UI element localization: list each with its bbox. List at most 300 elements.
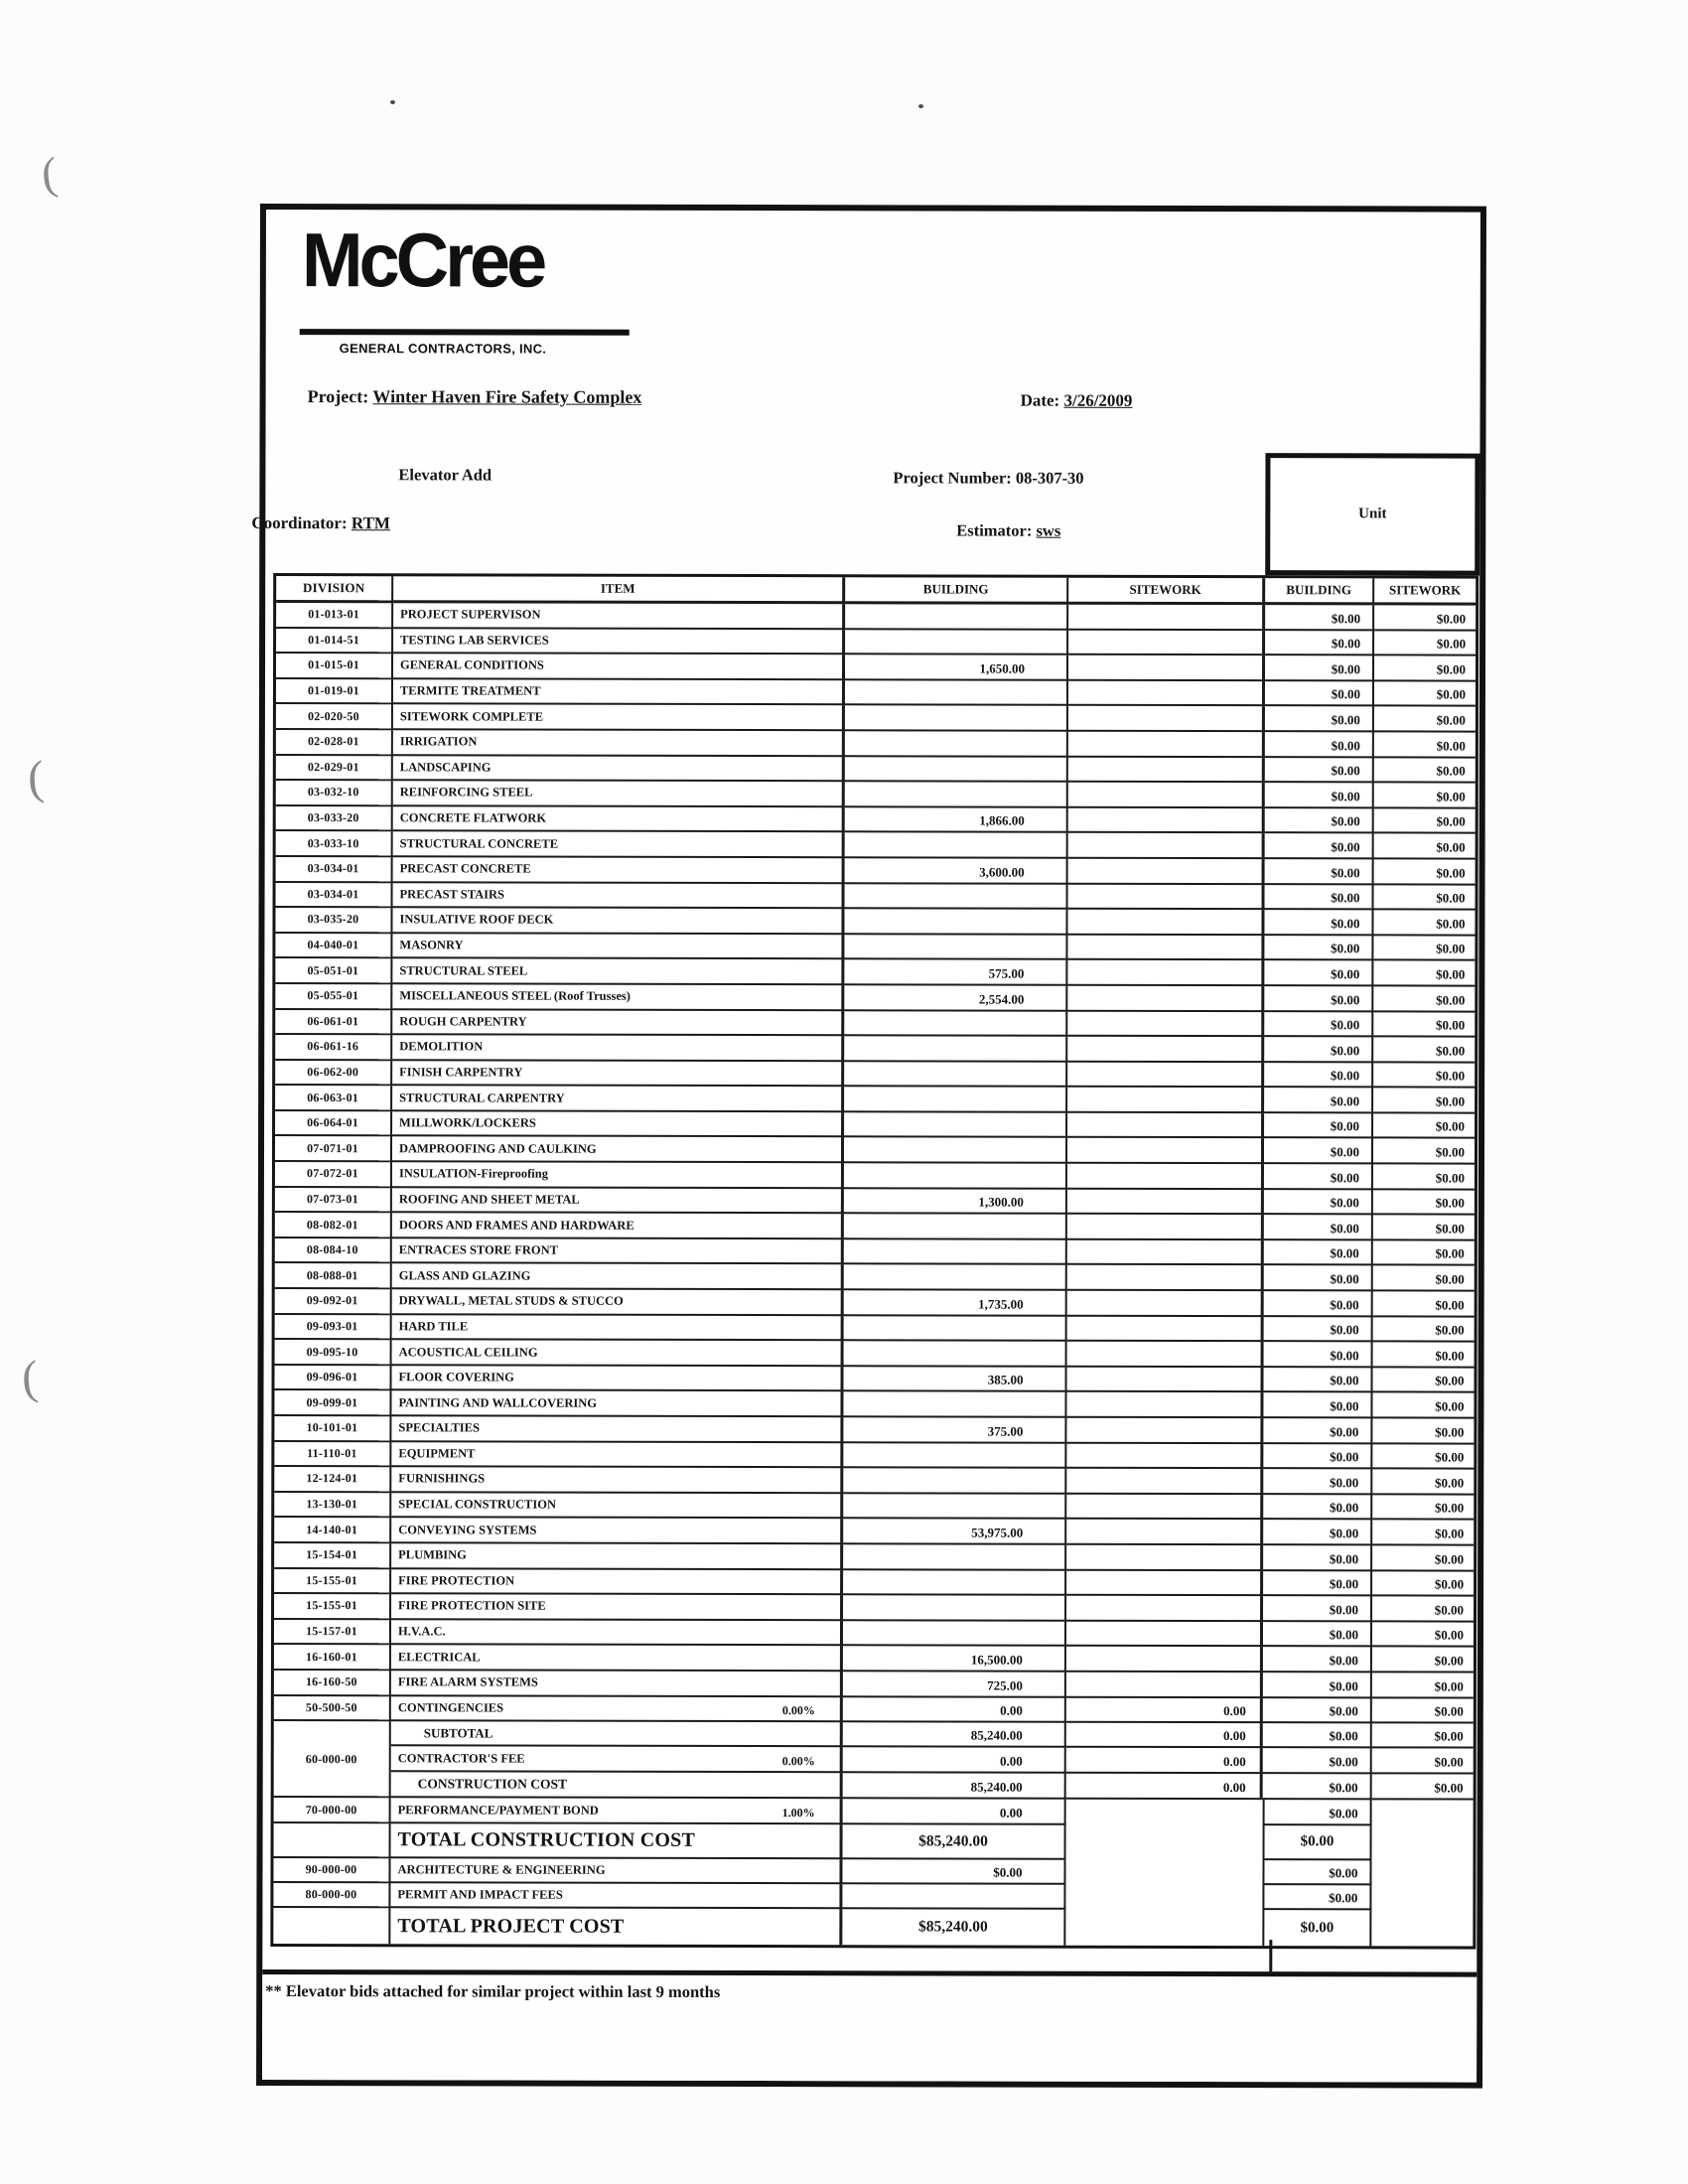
item-cell — [391, 1646, 843, 1673]
unit-building-cell: $0.00 — [1264, 936, 1373, 961]
item-cell — [391, 1493, 843, 1520]
item-label: DOORS AND FRAMES AND HARDWARE — [398, 1217, 634, 1233]
item-cell — [393, 832, 845, 859]
unit-building-cell: $0.00 — [1263, 1748, 1372, 1774]
unit-building-cell: $0.00 — [1265, 655, 1374, 681]
building-cost-cell — [845, 884, 1068, 910]
item-cell — [391, 1543, 843, 1570]
item-cell — [392, 1315, 844, 1342]
division-cell: 05-055-01 — [275, 984, 392, 1010]
sitework-cost-cell — [1067, 1164, 1264, 1190]
division-cell: 03-034-01 — [276, 883, 393, 909]
sitework-cost-cell: 0.00 — [1066, 1748, 1263, 1774]
division-cell: 13-130-01 — [274, 1493, 391, 1519]
item-cell — [391, 1746, 843, 1773]
table-row — [275, 1213, 1475, 1240]
unit-building-cell: $0.00 — [1264, 1215, 1373, 1240]
division-cell: 09-093-01 — [275, 1315, 392, 1341]
item-label: ENTRACES STORE FRONT — [398, 1242, 559, 1257]
table-row — [276, 806, 1476, 834]
sitework-cost-cell — [1066, 1570, 1263, 1596]
table-row — [274, 1645, 1474, 1673]
date-value: 3/26/2009 — [1063, 390, 1133, 410]
item-cell — [393, 603, 845, 630]
table-row — [274, 1467, 1474, 1495]
item-label: SPECIAL CONSTRUCTION — [398, 1497, 556, 1512]
scan-artifact-paren: ( — [20, 1351, 40, 1405]
unit-building-cell: $0.00 — [1264, 1190, 1373, 1216]
table-row — [274, 1416, 1474, 1444]
table-row — [275, 1315, 1475, 1343]
table-row — [275, 1162, 1475, 1190]
item-cell — [393, 730, 845, 757]
table-row — [275, 1035, 1475, 1063]
unit-sitework-cell: $0.00 — [1373, 1037, 1475, 1063]
item-label: GLASS AND GLAZING — [398, 1268, 531, 1283]
item-cell — [391, 1671, 843, 1697]
unit-building-cell: $0.00 — [1263, 1723, 1372, 1748]
table-row — [275, 1086, 1475, 1113]
table-row — [276, 831, 1476, 859]
building-cost-cell — [843, 1443, 1066, 1469]
table-row — [275, 1188, 1475, 1216]
table-row — [274, 1671, 1474, 1698]
coordinator-value: RTM — [351, 513, 391, 533]
unit-sitework-cell — [1371, 1910, 1473, 1946]
unit-sitework-cell: $0.00 — [1374, 732, 1476, 758]
item-cell — [393, 654, 845, 680]
item-cell — [393, 806, 845, 833]
company-logo: McCree — [301, 217, 544, 304]
footnote-section — [262, 1969, 1477, 2083]
item-label: SPECIALTIES — [398, 1420, 480, 1435]
sitework-cost-cell — [1066, 1520, 1263, 1545]
unit-sitework-cell: $0.00 — [1373, 1139, 1475, 1165]
unit-sitework-cell: $0.00 — [1372, 1418, 1474, 1444]
item-cell — [392, 1035, 844, 1062]
sitework-cost-cell — [1068, 859, 1265, 885]
unit-building-cell: $0.00 — [1263, 1673, 1372, 1698]
item-label: INSULATION-Fireproofing — [398, 1166, 548, 1181]
unit-sitework-cell: $0.00 — [1373, 1216, 1475, 1241]
unit-sitework-cell: $0.00 — [1372, 1698, 1474, 1724]
division-cell: 70-000-00 — [274, 1798, 391, 1823]
unit-building-cell: $0.00 — [1263, 1368, 1372, 1393]
unit-sitework-cell: $0.00 — [1374, 808, 1476, 834]
item-label: REINFORCING STEEL — [399, 785, 533, 801]
building-cost-cell: 375.00 — [843, 1417, 1066, 1443]
table-row — [275, 1137, 1475, 1165]
project-number-value: 08-307-30 — [1015, 468, 1084, 488]
unit-sitework-cell: $0.00 — [1372, 1393, 1474, 1419]
division-cell: 09-095-10 — [275, 1340, 392, 1366]
division-cell: 16-160-01 — [274, 1645, 391, 1671]
item-label: STRUCTURAL CONCRETE — [399, 835, 559, 851]
unit-building-cell: $0.00 — [1264, 1088, 1373, 1113]
division-cell — [274, 1772, 391, 1798]
division-cell: 06-063-01 — [275, 1086, 392, 1111]
percent-value: 0.00% — [781, 1703, 815, 1718]
building-cost-cell — [844, 1316, 1067, 1342]
item-cell — [392, 1238, 844, 1265]
table-row — [276, 781, 1476, 808]
table-row — [275, 1238, 1475, 1266]
unit-building-cell: $0.00 — [1265, 833, 1374, 859]
unit-sitework-cell: $0.00 — [1374, 834, 1476, 860]
item-label: TOTAL CONSTRUCTION COST — [397, 1828, 696, 1852]
item-label: DRYWALL, METAL STUDS & STUCCO — [398, 1293, 624, 1309]
item-cell — [391, 1620, 843, 1647]
item-label: PRECAST CONCRETE — [399, 861, 531, 876]
item-label: ELECTRICAL — [397, 1649, 481, 1665]
division-cell: 60-000-00 — [274, 1746, 391, 1772]
scan-artifact-dot — [390, 100, 395, 104]
coordinator-line — [251, 513, 390, 533]
unit-sitework-cell: $0.00 — [1373, 1089, 1475, 1114]
table-row — [274, 1543, 1474, 1571]
division-cell: 04-040-01 — [275, 934, 392, 959]
percent-value: 0.00% — [781, 1754, 815, 1769]
building-cost-cell — [844, 1036, 1067, 1062]
unit-sitework-cell — [1372, 1825, 1474, 1860]
unit-sitework-cell: $0.00 — [1372, 1723, 1474, 1748]
building-cost-cell — [845, 604, 1068, 630]
unit-sitework-cell: $0.00 — [1373, 936, 1475, 961]
building-cost-cell: 1,650.00 — [845, 655, 1068, 680]
sitework-cost-cell — [1068, 807, 1265, 833]
building-cost-cell: 16,500.00 — [843, 1647, 1066, 1673]
estimator-line — [956, 520, 1060, 540]
table-body — [273, 603, 1476, 1947]
unit-sitework-cell: $0.00 — [1372, 1774, 1474, 1800]
item-cell — [392, 1137, 844, 1164]
unit-sitework-cell: $0.00 — [1372, 1444, 1474, 1470]
division-cell — [274, 1721, 391, 1746]
sitework-cost-cell — [1068, 732, 1265, 758]
unit-building-cell: $0.00 — [1263, 1418, 1372, 1444]
unit-building-cell: $0.00 — [1263, 1444, 1372, 1470]
item-label: IRRIGATION — [399, 734, 478, 749]
unit-sitework-cell: $0.00 — [1372, 1521, 1474, 1546]
item-cell — [391, 1823, 843, 1859]
table-row — [275, 1263, 1475, 1291]
item-label: PERMIT AND IMPACT FEES — [397, 1887, 563, 1902]
sitework-cost-cell — [1066, 1596, 1263, 1622]
item-cell — [392, 959, 844, 986]
sitework-cost-cell — [1067, 1138, 1264, 1164]
unit-sitework-cell: $0.00 — [1372, 1470, 1474, 1496]
table-row — [276, 603, 1476, 631]
sitework-cost-cell — [1066, 1800, 1263, 1825]
building-cost-cell — [844, 1239, 1067, 1265]
item-cell — [392, 1111, 844, 1138]
table-row — [274, 1493, 1474, 1521]
division-cell: 01-015-01 — [276, 654, 393, 679]
division-cell: 01-013-01 — [276, 603, 393, 629]
item-label: HARD TILE — [398, 1319, 469, 1334]
division-cell: 10-101-01 — [274, 1416, 391, 1442]
item-label: FIRE PROTECTION — [398, 1573, 515, 1588]
item-cell — [391, 1696, 843, 1723]
unit-sitework-cell: $0.00 — [1372, 1368, 1474, 1393]
item-cell — [391, 1366, 843, 1392]
unit-sitework-cell: $0.00 — [1373, 986, 1475, 1012]
division-cell: 15-157-01 — [274, 1620, 391, 1646]
project-label: Project: — [307, 386, 369, 407]
item-cell — [392, 1214, 844, 1240]
table-row — [275, 1010, 1475, 1038]
item-cell — [393, 883, 845, 910]
division-cell: 14-140-01 — [274, 1518, 391, 1543]
item-label: FIRE ALARM SYSTEMS — [397, 1674, 538, 1689]
sitework-cost-cell — [1068, 757, 1265, 783]
coordinator-label: Coordinator: — [251, 512, 348, 533]
sitework-cost-cell — [1067, 1215, 1264, 1240]
table-row — [276, 756, 1476, 784]
sitework-cost-cell — [1067, 1011, 1264, 1037]
unit-building-cell: $0.00 — [1263, 1469, 1372, 1495]
unit-sitework-cell — [1371, 1885, 1473, 1910]
division-cell: 08-082-01 — [275, 1213, 392, 1238]
table-row — [276, 629, 1476, 656]
item-cell — [393, 629, 845, 655]
unit-building-cell: $0.00 — [1265, 859, 1374, 885]
item-label: ARCHITECTURE & ENGINEERING — [397, 1862, 606, 1877]
column-header-item: ITEM — [393, 576, 845, 604]
unit-column-header-box: Unit — [1265, 453, 1479, 575]
table-row — [276, 883, 1476, 911]
estimator-value: sws — [1036, 520, 1061, 540]
unit-sitework-cell: $0.00 — [1372, 1648, 1474, 1674]
unit-building-cell: $0.00 — [1264, 1113, 1373, 1139]
division-cell: 02-020-50 — [276, 704, 393, 730]
table-row — [276, 857, 1476, 885]
unit-building-cell: $0.00 — [1264, 1012, 1373, 1038]
table-row — [274, 1518, 1474, 1545]
unit-building-cell: $0.00 — [1264, 1164, 1373, 1190]
estimate-sheet — [251, 204, 1486, 2089]
division-cell: 16-160-50 — [274, 1671, 391, 1696]
item-label: CONCRETE FLATWORK — [399, 810, 547, 825]
sitework-cost-cell — [1066, 1469, 1263, 1495]
building-cost-cell — [843, 1392, 1066, 1418]
item-cell — [393, 857, 845, 884]
building-cost-cell — [844, 1011, 1067, 1037]
table-row — [275, 958, 1475, 986]
logo-underline — [300, 329, 630, 336]
division-cell: 03-033-20 — [276, 806, 393, 832]
item-cell — [390, 1858, 842, 1884]
unit-sitework-cell: $0.00 — [1372, 1597, 1474, 1623]
unit-building-cell: $0.00 — [1265, 758, 1374, 784]
division-cell — [273, 1908, 390, 1944]
unit-sitework-cell: $0.00 — [1373, 1266, 1475, 1292]
building-cost-cell — [843, 1494, 1066, 1520]
unit-sitework-cell: $0.00 — [1372, 1571, 1474, 1597]
column-header-division: DIVISION — [276, 576, 393, 603]
unit-sitework-cell: $0.00 — [1373, 1012, 1475, 1038]
item-cell — [391, 1594, 843, 1621]
item-label: CONTINGENCIES — [397, 1700, 504, 1715]
footnote-text: ** Elevator bids attached for similar project within last 9 months — [265, 1981, 721, 2001]
unit-sitework-cell: $0.00 — [1373, 1240, 1475, 1266]
table-row — [274, 1746, 1474, 1775]
estimate-table — [270, 573, 1478, 1950]
item-cell — [391, 1442, 843, 1469]
item-label: FLOOR COVERING — [398, 1370, 514, 1384]
table-header-row — [276, 576, 1476, 606]
division-cell: 09-092-01 — [275, 1289, 392, 1315]
table-row — [275, 934, 1475, 961]
estimator-label: Estimator: — [956, 520, 1033, 540]
unit-building-cell: $0.00 — [1264, 986, 1373, 1012]
division-cell: 06-064-01 — [275, 1111, 392, 1137]
sitework-cost-cell — [1065, 1910, 1262, 1946]
unit-building-cell: $0.00 — [1264, 1240, 1373, 1266]
sitework-cost-cell — [1067, 1342, 1264, 1368]
sitework-cost-cell — [1067, 910, 1264, 936]
sitework-cost-cell — [1066, 1418, 1263, 1444]
division-cell: 06-062-00 — [275, 1061, 392, 1087]
item-label: PLUMBING — [398, 1547, 467, 1562]
sitework-cost-cell — [1067, 1062, 1264, 1088]
item-label: TESTING LAB SERVICES — [400, 633, 549, 648]
unit-building-cell: $0.00 — [1265, 808, 1374, 834]
table-row — [275, 1289, 1475, 1317]
building-cost-cell — [844, 1138, 1067, 1164]
division-cell: 15-155-01 — [274, 1569, 391, 1595]
item-cell — [391, 1391, 843, 1418]
unit-sitework-cell: $0.00 — [1372, 1545, 1474, 1571]
division-cell: 07-071-01 — [275, 1137, 392, 1163]
addendum-title: Elevator Add — [398, 465, 492, 485]
division-cell: 09-099-01 — [274, 1390, 391, 1416]
unit-column-divider-line — [1269, 1940, 1272, 1973]
item-label: FINISH CARPENTRY — [399, 1065, 523, 1080]
building-cost-cell: 1,735.00 — [844, 1290, 1067, 1316]
item-label: H.V.A.C. — [397, 1624, 446, 1639]
building-cost-cell: 85,240.00 — [843, 1773, 1066, 1799]
table-row — [276, 654, 1476, 681]
unit-sitework-cell: $0.00 — [1373, 1343, 1475, 1369]
unit-building-cell: $0.00 — [1262, 1885, 1371, 1910]
division-cell: 50-500-50 — [274, 1696, 391, 1722]
unit-sitework-cell: $0.00 — [1373, 1190, 1475, 1216]
item-cell — [392, 1061, 844, 1088]
division-cell: 09-096-01 — [274, 1366, 391, 1391]
table-row — [275, 1111, 1475, 1139]
building-cost-cell: 3,600.00 — [845, 858, 1068, 884]
division-cell: 03-032-10 — [276, 781, 393, 806]
item-label: PAINTING AND WALLCOVERING — [398, 1394, 598, 1410]
item-cell — [392, 984, 844, 1011]
sitework-cost-cell: 0.00 — [1066, 1697, 1263, 1723]
item-cell — [392, 1340, 844, 1367]
unit-sitework-cell: $0.00 — [1374, 885, 1476, 911]
unit-sitework-cell: $0.00 — [1374, 707, 1476, 733]
item-cell — [391, 1772, 843, 1799]
division-cell: 08-088-01 — [275, 1263, 392, 1289]
unit-sitework-cell: $0.00 — [1372, 1748, 1474, 1774]
table-row — [274, 1569, 1474, 1597]
item-label: CONVEYING SYSTEMS — [398, 1522, 537, 1537]
unit-sitework-cell: $0.00 — [1373, 1317, 1475, 1343]
unit-building-cell: $0.00 — [1264, 1317, 1373, 1343]
table-row — [274, 1366, 1474, 1393]
date-label: Date: — [1020, 390, 1060, 410]
item-label: INSULATIVE ROOF DECK — [399, 912, 554, 928]
unit-sitework-cell: $0.00 — [1373, 961, 1475, 987]
division-cell: 07-072-01 — [275, 1162, 392, 1188]
building-cost-cell — [843, 1570, 1066, 1596]
percent-value: 1.00% — [781, 1806, 815, 1820]
item-cell — [390, 1883, 842, 1909]
item-label: MISCELLANEOUS STEEL (Roof Trusses) — [399, 988, 631, 1003]
sitework-cost-cell: 0.00 — [1066, 1774, 1263, 1800]
item-cell — [392, 1162, 844, 1189]
scan-artifact-paren: ( — [39, 147, 60, 200]
item-label: LANDSCAPING — [399, 760, 492, 775]
item-label: CONSTRUCTION COST — [417, 1776, 568, 1792]
unit-building-cell: $0.00 — [1263, 1520, 1372, 1545]
project-line — [308, 386, 642, 408]
item-cell — [393, 679, 845, 706]
building-cost-cell: 725.00 — [843, 1672, 1066, 1697]
company-subtitle: GENERAL CONTRACTORS, INC. — [339, 341, 547, 357]
item-cell — [393, 756, 845, 783]
division-cell: 02-028-01 — [276, 730, 393, 756]
unit-building-cell: $0.00 — [1262, 1910, 1371, 1946]
building-cost-cell: 0.00 — [843, 1747, 1066, 1773]
building-cost-cell — [844, 1265, 1067, 1291]
item-label: SUBTOTAL — [423, 1724, 493, 1741]
item-cell — [391, 1519, 843, 1545]
project-number-line — [893, 468, 1083, 488]
item-label: DEMOLITION — [399, 1039, 484, 1054]
building-cost-cell — [844, 1088, 1067, 1113]
sitework-cost-cell — [1065, 1860, 1262, 1885]
table-row — [276, 704, 1476, 732]
item-cell — [391, 1798, 843, 1824]
table-row — [276, 730, 1476, 758]
building-cost-cell: 385.00 — [843, 1367, 1066, 1392]
table-row — [274, 1772, 1474, 1801]
table-row — [274, 1390, 1474, 1418]
sitework-cost-cell — [1067, 1265, 1264, 1291]
division-cell: 01-019-01 — [276, 679, 393, 705]
division-cell: 03-034-01 — [276, 857, 393, 883]
item-label: STRUCTURAL STEEL — [399, 962, 528, 978]
item-cell — [392, 1289, 844, 1316]
division-cell: 03-035-20 — [275, 908, 392, 934]
unit-building-cell: $0.00 — [1263, 1545, 1372, 1571]
table-row — [274, 1442, 1474, 1470]
table-row — [274, 1823, 1474, 1861]
table-row — [274, 1721, 1474, 1749]
unit-building-cell: $0.00 — [1265, 605, 1374, 631]
item-cell — [391, 1569, 843, 1596]
unit-building-cell: $0.00 — [1264, 910, 1373, 936]
sitework-cost-cell — [1066, 1443, 1263, 1469]
division-cell: 01-014-51 — [276, 629, 393, 655]
building-cost-cell: 575.00 — [844, 960, 1067, 986]
unit-sitework-cell — [1372, 1800, 1474, 1825]
table-row — [273, 1858, 1473, 1886]
unit-sitework-cell: $0.00 — [1374, 859, 1476, 885]
building-cost-cell: 0.00 — [843, 1697, 1066, 1723]
building-cost-cell — [844, 1163, 1067, 1189]
sitework-cost-cell — [1068, 655, 1265, 681]
